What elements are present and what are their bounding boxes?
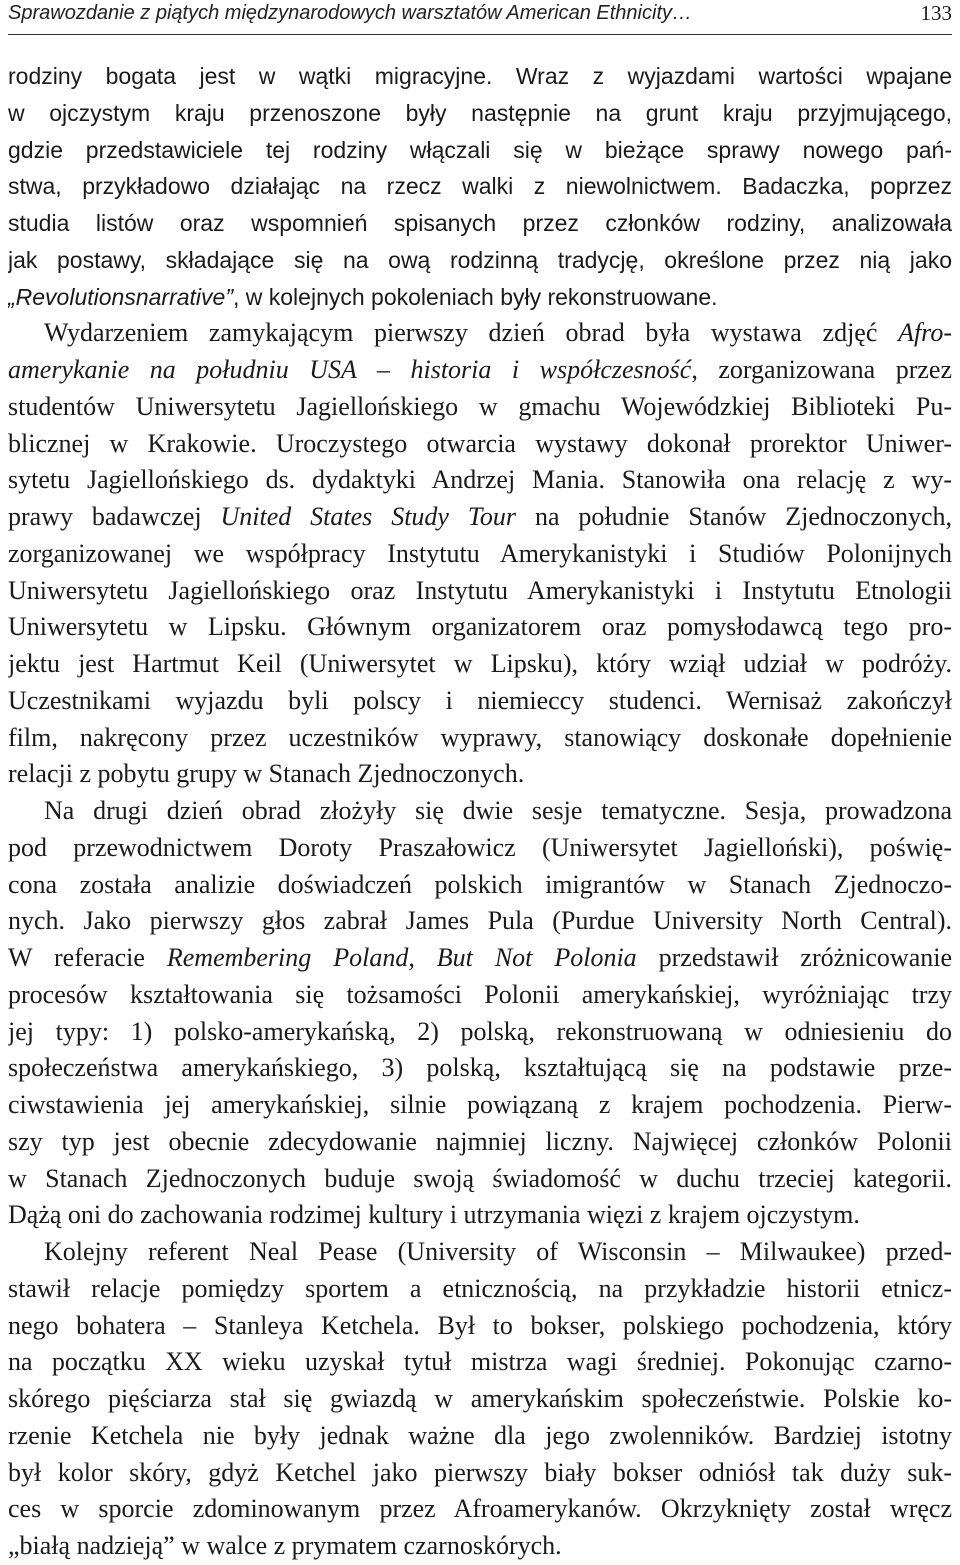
italic-text: United States Study Tour [220, 502, 517, 531]
text-span: pod przewodnictwem Doroty Praszałowicz (Uniwersytet Jagielloński), poświę- [8, 832, 952, 862]
text-span: Dążą oni do zachowania rodzimej kultury i utrzymania więzi z krajem ojczystym. [8, 1200, 860, 1230]
text-span: Wraz z wyjazdami wartości wpajane [515, 63, 952, 89]
italic-text: „Revolutionsnarrative” [8, 283, 233, 310]
text-line [8, 1344, 952, 1381]
text-line [8, 132, 952, 169]
running-title: Sprawozdanie z piątych międzynarodowych warsztatów American Ethnicity… [8, 2, 692, 24]
text-span: w Stanach Zjednoczonych buduje swoją świadomość w duchu trzeciej kategorii. [8, 1163, 952, 1193]
text-span: na południe Stanów Zjednoczonych, [516, 502, 952, 531]
text-span: rodziny bogata jest w wątki migracyjne. [8, 63, 516, 89]
text-span: Wydarzeniem zamykającym pierwszy dzień obrad była wystawa zdjęć [44, 318, 899, 348]
text-span: , w kolejnych pokoleniach były rekonstruowane. [232, 283, 718, 310]
text-line [8, 536, 952, 573]
text-line [8, 1528, 952, 1565]
italic-text: Afro- [898, 318, 952, 348]
text-line [8, 315, 952, 352]
text-line [8, 1271, 952, 1308]
text-span: relacji z pobytu grupy w Stanach Zjednoczonych. [8, 759, 525, 789]
text-line [8, 499, 952, 536]
text-span: procesów kształtowania się tożsamości Polonii amerykańskiej, wyróżniając trzy [8, 979, 952, 1009]
text-line [8, 1124, 952, 1161]
text-span: blicznej w Krakowie. Uroczystego otwarcia wystawy dokonał prorektor Uniwer- [8, 428, 952, 458]
text-span: jak postawy, składające się na ową rodzinną tradycję, określone przez nią jako [8, 246, 952, 273]
text-span: ces w sporcie zdominowanym przez Afroamerykanów. Okrzyknięty został wręcz [8, 1494, 952, 1524]
text-span: jej typy: 1) polsko-amerykańską, 2) polską, rekonstruowaną w odniesieniu do [8, 1016, 952, 1046]
text-span: , zorganizowana przez [691, 355, 952, 384]
text-span: studia listów oraz wspomnień spisanych przez członków rodziny, analizowała [8, 210, 952, 236]
text-span: jektu jest Hartmut Keil (Uniwersytet w Lipsku), który wziął udział w podróży. [8, 649, 952, 678]
text-span: Kolejny referent Neal Pease (University of Wisconsin – Milwaukee) przed- [44, 1237, 952, 1266]
text-line [8, 1308, 952, 1345]
text-span: społeczeństwa amerykańskiego, 3) polską, kształtującą się na podstawie prze- [8, 1053, 952, 1083]
text-line [8, 462, 952, 499]
text-line [8, 1161, 952, 1198]
text-span: był kolor skóry, gdyż Ketchel jako pierwszy biały bokser odniósł tak duży suk- [8, 1457, 952, 1487]
text-span: skórego pięściarza stał się gwiazdą w amerykańskim społeczeństwie. Polskie ko- [8, 1384, 952, 1413]
text-line [8, 279, 952, 316]
text-span: w ojczystym kraju przenoszone były następnie na grunt kraju przyjmującego, [8, 99, 952, 126]
text-line [8, 168, 952, 205]
text-span: studentów Uniwersytetu Jagiellońskiego w gmachu Wojewódzkiej Biblioteki Pu- [8, 391, 952, 421]
text-span: Uczestnikami wyjazdu byli polscy i niemieccy studenci. Wernisaż zakończył [8, 685, 952, 715]
text-span: stawił relacje pomiędzy sportem a etnicznością, na przykładzie historii etnicz- [8, 1273, 952, 1303]
text-span: sytetu Jagiellońskiego ds. dydaktyki Andrzej Mania. Stanowiła ona relację z wy- [8, 465, 952, 495]
text-line [8, 609, 952, 646]
text-span: rzenie Ketchela nie były jednak ważne dla jego zwolenników. Bardziej istotny [8, 1420, 952, 1450]
text-line [8, 95, 952, 132]
text-span: na początku XX wieku uzyskał tytuł mistrza wagi średniej. Pokonując czarno- [8, 1347, 952, 1377]
text-line [8, 352, 952, 389]
text-line [8, 1050, 952, 1087]
italic-text: amerykanie na południu USA – historia i współczesność [8, 355, 692, 384]
text-span: zorganizowanej we współpracy Instytutu Amerykanistyki i Studiów Polonijnych [8, 538, 952, 568]
text-span: gdzie przedstawiciele tej rodziny włączali się w bieżące sprawy nowego pań- [8, 136, 952, 163]
text-line [8, 1418, 952, 1455]
text-line [8, 1087, 952, 1124]
text-span: Uniwersytetu Jagiellońskiego oraz Instytutu Amerykanistyki i Instytutu Etnologii [8, 575, 952, 605]
text-line [8, 720, 952, 757]
text-span: szy typ jest obecnie zdecydowanie najmniej liczny. Najwięcej członków Polonii [8, 1126, 952, 1156]
text-line [8, 1455, 952, 1492]
page-number: 133 [920, 1, 952, 25]
text-span: W referacie [8, 943, 167, 972]
text-line [8, 1234, 952, 1271]
text-line [8, 977, 952, 1014]
page-header [8, 0, 952, 35]
text-line [8, 242, 952, 279]
text-line [8, 1491, 952, 1528]
text-span: stwa, przykładowo działając na rzecz walki z niewolnictwem. Badaczka, poprzez [8, 173, 952, 200]
text-line [8, 426, 952, 463]
text-line [8, 573, 952, 610]
text-line [8, 1381, 952, 1418]
text-line [8, 205, 952, 242]
text-line [8, 940, 952, 977]
text-span: cona została analizie doświadczeń polskich imigrantów w Stanach Zjednoczo- [8, 869, 952, 899]
text-span: Na drugi dzień obrad złożyły się dwie sesje tematyczne. Sesja, prowadzona [44, 796, 952, 825]
text-span: film, nakręcony przez uczestników wyprawy, stanowiący doskonałe dopełnienie [8, 722, 952, 752]
body-text [8, 58, 952, 1565]
text-span: nych. Jako pierwszy głos zabrał James Pula (Purdue University North Central). [8, 906, 952, 936]
text-line [8, 830, 952, 867]
italic-text: Remembering Poland, But Not Polonia [166, 943, 637, 972]
text-span: „białą nadzieją” w walce z prymatem czarnoskórych. [8, 1531, 562, 1560]
text-span: ciwstawienia jej amerykańskiej, silnie powiązaną z krajem pochodzenia. Pierw- [8, 1090, 952, 1119]
text-line [8, 903, 952, 940]
text-span: przedstawił zróżnicowanie [636, 943, 952, 972]
text-line [8, 683, 952, 720]
text-line [8, 646, 952, 683]
text-line [8, 389, 952, 426]
text-span: nego bohatera – Stanleya Ketchela. Był to bokser, polskiego pochodzenia, który [8, 1310, 952, 1340]
text-span: prawy badawczej [8, 502, 221, 531]
text-span: Uniwersytetu w Lipsku. Głównym organizatorem oraz pomysłodawcą tego pro- [8, 612, 952, 642]
text-line [8, 867, 952, 904]
text-line [8, 58, 952, 95]
text-line [8, 1014, 952, 1051]
text-line [8, 1197, 952, 1234]
text-line [8, 756, 952, 793]
text-line [8, 793, 952, 830]
